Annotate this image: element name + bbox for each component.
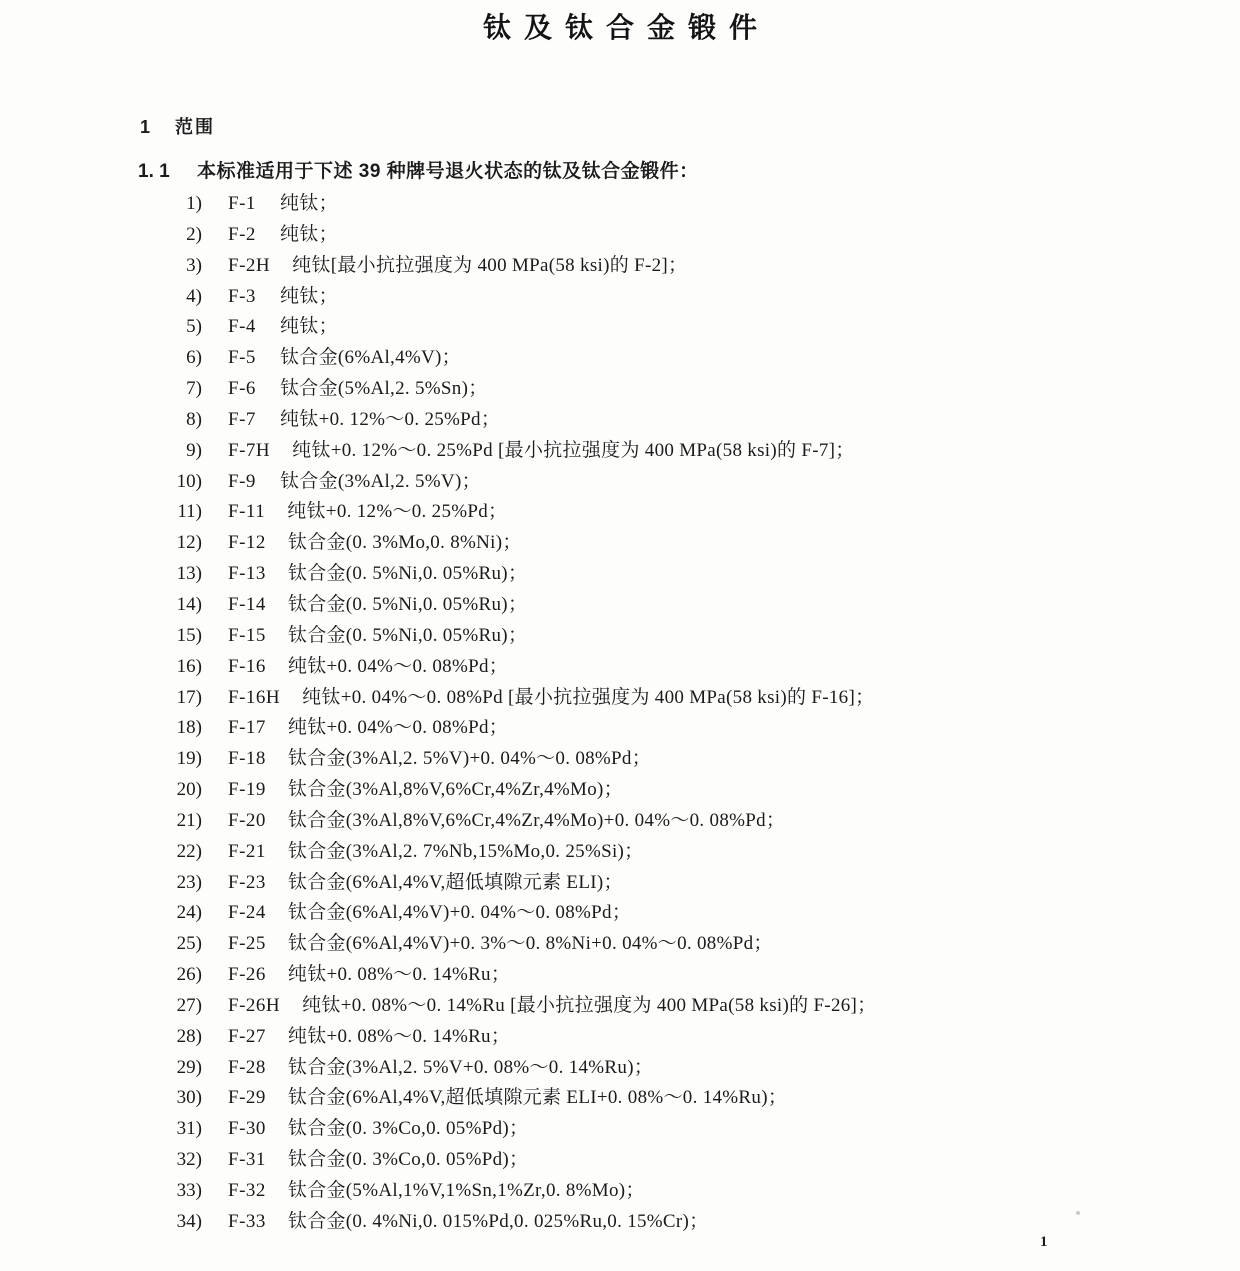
- list-item-number: 2): [186, 223, 202, 245]
- list-item: [0, 497, 1240, 528]
- list-item-number: 10): [176, 470, 202, 492]
- grade-code: F-21: [228, 840, 266, 862]
- list-item-number: 11): [177, 501, 202, 523]
- list-item-number: 9): [186, 439, 202, 461]
- grade-code: F-1: [228, 193, 256, 214]
- grade-description: 纯钛+0. 12%～0. 25%Pd；: [287, 501, 508, 523]
- grade-code: F-31: [228, 1149, 266, 1171]
- grade-code: F-27: [228, 1025, 266, 1047]
- list-item-number: 31): [176, 1118, 202, 1140]
- list-item: [0, 405, 1240, 436]
- grade-code: F-2: [228, 223, 256, 245]
- list-item: [0, 1114, 1240, 1145]
- list-item-number: 14): [176, 593, 202, 615]
- list-item-number: 33): [176, 1180, 202, 1201]
- list-item: [0, 898, 1240, 929]
- grade-description: 纯钛+0. 04%～0. 08%Pd；: [287, 717, 509, 739]
- clause-1-1: [138, 156, 699, 183]
- grade-description: 纯钛[最小抗拉强度为 400 MPa(58 ksi)的 F-2]；: [292, 254, 688, 276]
- grade-code: F-24: [228, 902, 266, 924]
- list-item-number: 25): [176, 933, 202, 955]
- grade-description: 钛合金(6%Al,4%V,超低填隙元素 ELI+0. 08%～0. 14%Ru)；: [287, 1087, 788, 1109]
- list-item-number: 4): [186, 285, 202, 307]
- list-item: [0, 1145, 1240, 1176]
- grade-description: 纯钛+0. 04%～0. 08%Pd；: [287, 655, 509, 677]
- list-item: [0, 652, 1240, 683]
- grade-code: F-16: [228, 655, 266, 677]
- list-item-number: 19): [176, 748, 202, 770]
- list-item: [0, 1053, 1240, 1084]
- list-item: [0, 775, 1240, 806]
- grade-description: 钛合金(6%Al,4%V)；: [280, 347, 461, 369]
- list-item-number: 20): [176, 779, 202, 801]
- grade-description: 钛合金(0. 4%Ni,0. 015%Pd,0. 025%Ru,0. 15%Cr)；: [287, 1210, 709, 1232]
- grade-description: 纯钛+0. 12%～0. 25%Pd；: [280, 408, 501, 430]
- section-heading: [140, 113, 215, 139]
- list-item: [0, 189, 1240, 220]
- grade-code: F-33: [228, 1210, 266, 1232]
- list-item-number: 16): [176, 655, 202, 677]
- list-item: [0, 929, 1240, 960]
- scan-speck: [1076, 1211, 1080, 1215]
- list-item: [0, 868, 1240, 899]
- list-item: [0, 1176, 1240, 1207]
- list-item-number: 22): [176, 840, 202, 862]
- list-item: [0, 960, 1240, 991]
- grade-code: F-13: [228, 563, 266, 585]
- grade-description: 纯钛+0. 08%～0. 14%Ru；: [287, 964, 511, 986]
- grade-code: F-7: [228, 408, 256, 430]
- list-item-number: 29): [176, 1056, 202, 1078]
- list-item: [0, 374, 1240, 405]
- grade-description: 钛合金(5%Al,2. 5%Sn)；: [280, 378, 488, 400]
- grade-description: 钛合金(3%Al,8%V,6%Cr,4%Zr,4%Mo)；: [287, 779, 623, 801]
- grade-code: F-26H: [228, 994, 281, 1016]
- list-item-number: 15): [176, 624, 202, 646]
- grade-code: F-4: [228, 316, 256, 338]
- grade-code: F-16H: [228, 686, 281, 708]
- list-item: [0, 991, 1240, 1022]
- grade-code: F-29: [228, 1087, 266, 1109]
- grade-code: F-7H: [228, 439, 271, 461]
- grade-description: 钛合金(6%Al,4%V)+0. 04%～0. 08%Pd；: [287, 902, 632, 924]
- section-number: 1: [140, 117, 151, 137]
- clause-number: 1. 1: [138, 161, 170, 182]
- list-item-number: 18): [176, 717, 202, 739]
- list-item-number: 27): [176, 994, 202, 1016]
- list-item-number: 7): [186, 378, 202, 400]
- list-item: [0, 621, 1240, 652]
- grade-description: 钛合金(3%Al,2. 5%V)+0. 04%～0. 08%Pd；: [287, 748, 652, 770]
- grade-description: 纯钛+0. 08%～0. 14%Ru；: [287, 1025, 511, 1047]
- grade-code: F-17: [228, 717, 266, 739]
- list-item-number: 1): [186, 193, 202, 214]
- list-item-number: 17): [176, 686, 202, 708]
- grade-code: F-32: [228, 1180, 266, 1201]
- list-item-number: 13): [176, 563, 202, 585]
- grade-description: 纯钛+0. 08%～0. 14%Ru [最小抗拉强度为 400 MPa(58 ksi)的 F-26]；: [302, 994, 877, 1016]
- list-item: [0, 713, 1240, 744]
- grade-code: F-5: [228, 347, 256, 369]
- grade-code: F-26: [228, 964, 266, 986]
- grade-code: F-15: [228, 624, 266, 646]
- grade-code: F-11: [228, 501, 266, 523]
- grade-code: F-12: [228, 532, 266, 554]
- list-item: [0, 251, 1240, 282]
- grade-description: 钛合金(3%Al,8%V,6%Cr,4%Zr,4%Mo)+0. 04%～0. 08%Pd；: [287, 809, 786, 831]
- grade-description: 钛合金(0. 5%Ni,0. 05%Ru)；: [287, 624, 528, 646]
- grade-description: 纯钛+0. 12%～0. 25%Pd [最小抗拉强度为 400 MPa(58 ksi)的 F-7]；: [292, 439, 855, 461]
- grade-description: 钛合金(3%Al,2. 7%Nb,15%Mo,0. 25%Si)；: [287, 840, 644, 862]
- list-item-number: 30): [176, 1087, 202, 1109]
- grade-description: 钛合金(3%Al,2. 5%V)；: [280, 470, 481, 492]
- page-number: 1: [1040, 1234, 1048, 1250]
- section-title: 范围: [175, 117, 216, 137]
- list-item: [0, 806, 1240, 837]
- list-item-number: 28): [176, 1025, 202, 1047]
- grade-description: 纯钛；: [280, 316, 338, 338]
- list-item: [0, 343, 1240, 374]
- list-item-number: 34): [176, 1210, 202, 1232]
- grade-code: F-19: [228, 779, 266, 801]
- grade-code: F-25: [228, 933, 266, 955]
- grade-description: 纯钛+0. 04%～0. 08%Pd [最小抗拉强度为 400 MPa(58 ksi)的 F-16]；: [302, 686, 875, 708]
- grade-code: F-28: [228, 1056, 266, 1078]
- grade-description: 钛合金(3%Al,2. 5%V+0. 08%～0. 14%Ru)；: [287, 1056, 654, 1078]
- list-item: [0, 467, 1240, 498]
- grade-code: F-18: [228, 748, 266, 770]
- grade-code: F-14: [228, 593, 266, 615]
- list-item: [0, 744, 1240, 775]
- list-item: [0, 1022, 1240, 1053]
- list-item-number: 26): [176, 964, 202, 986]
- grade-description: 钛合金(0. 3%Co,0. 05%Pd)；: [287, 1118, 529, 1140]
- list-item-number: 3): [186, 254, 202, 276]
- grade-code: F-2H: [228, 254, 271, 276]
- list-item: [0, 282, 1240, 313]
- list-item-number: 23): [176, 871, 202, 893]
- grade-list: [0, 189, 1240, 1238]
- document-title: 钛及钛合金锻件: [482, 12, 770, 43]
- clause-text: 本标准适用于下述 39 种牌号退火状态的钛及钛合金锻件：: [196, 161, 699, 182]
- grade-description: 纯钛；: [280, 285, 338, 307]
- grade-code: F-3: [228, 285, 256, 307]
- list-item: [0, 436, 1240, 467]
- list-item: [0, 837, 1240, 868]
- list-item: [0, 312, 1240, 343]
- list-item: [0, 1083, 1240, 1114]
- grade-description: 纯钛；: [280, 223, 338, 245]
- list-item-number: 12): [176, 532, 202, 554]
- grade-description: 钛合金(5%Al,1%V,1%Sn,1%Zr,0. 8%Mo)；: [287, 1180, 645, 1201]
- list-item-number: 24): [176, 902, 202, 924]
- grade-description: 钛合金(0. 5%Ni,0. 05%Ru)；: [287, 593, 528, 615]
- grade-description: 纯钛；: [280, 193, 338, 214]
- grade-code: F-23: [228, 871, 266, 893]
- grade-description: 钛合金(0. 3%Co,0. 05%Pd)；: [287, 1149, 529, 1171]
- list-item: [0, 1207, 1240, 1238]
- grade-description: 钛合金(6%Al,4%V)+0. 3%～0. 8%Ni+0. 04%～0. 08%Pd；: [287, 933, 773, 955]
- grade-description: 钛合金(0. 3%Mo,0. 8%Ni)；: [287, 532, 522, 554]
- list-item: [0, 683, 1240, 714]
- list-item: [0, 590, 1240, 621]
- grade-code: F-30: [228, 1118, 266, 1140]
- grade-code: F-6: [228, 378, 256, 400]
- list-item: [0, 528, 1240, 559]
- list-item-number: 8): [186, 408, 202, 430]
- grade-description: 钛合金(6%Al,4%V,超低填隙元素 ELI)；: [287, 871, 623, 893]
- list-item: [0, 220, 1240, 251]
- list-item: [0, 559, 1240, 590]
- grade-code: F-20: [228, 809, 266, 831]
- grade-code: F-9: [228, 470, 256, 492]
- grade-description: 钛合金(0. 5%Ni,0. 05%Ru)；: [287, 563, 528, 585]
- list-item-number: 21): [176, 809, 202, 831]
- list-item-number: 32): [176, 1149, 202, 1171]
- list-item-number: 5): [186, 316, 202, 338]
- list-item-number: 6): [186, 347, 202, 369]
